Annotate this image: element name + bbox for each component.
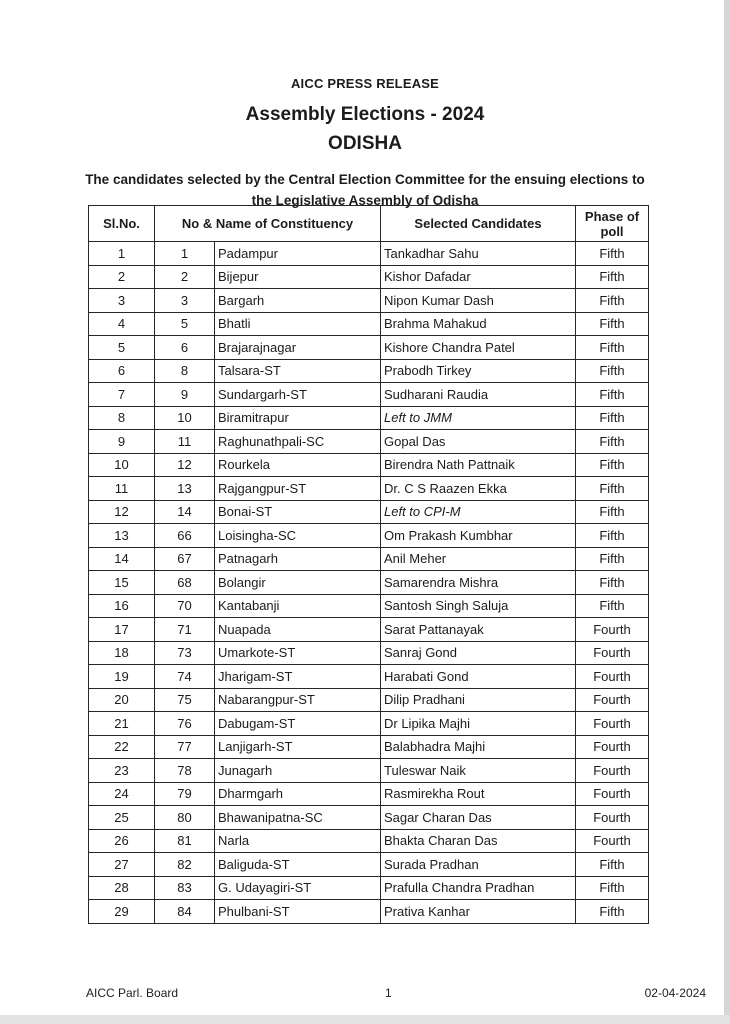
cell-phase: Fourth [576, 735, 649, 759]
cell-constituency-no: 77 [155, 735, 215, 759]
cell-constituency-no: 5 [155, 312, 215, 336]
cell-slno: 16 [89, 594, 155, 618]
cell-constituency-no: 67 [155, 547, 215, 571]
cell-constituency-no: 3 [155, 289, 215, 313]
cell-constituency-name: Biramitrapur [215, 406, 381, 430]
table-row [89, 359, 649, 383]
footer-page-number: 1 [385, 986, 392, 1000]
cell-candidate: Sarat Pattanayak [381, 618, 576, 642]
cell-phase: Fifth [576, 500, 649, 524]
table-row [89, 594, 649, 618]
cell-phase: Fifth [576, 312, 649, 336]
cell-candidate: Om Prakash Kumbhar [381, 524, 576, 548]
footer-date: 02-04-2024 [644, 986, 706, 1000]
cell-constituency-no: 76 [155, 712, 215, 736]
cell-constituency-no: 6 [155, 336, 215, 360]
cell-slno: 3 [89, 289, 155, 313]
cell-candidate: Brahma Mahakud [381, 312, 576, 336]
cell-phase: Fourth [576, 829, 649, 853]
table-row [89, 383, 649, 407]
cell-constituency-no: 10 [155, 406, 215, 430]
table-row [89, 829, 649, 853]
cell-constituency-name: Sundargarh-ST [215, 383, 381, 407]
cell-slno: 12 [89, 500, 155, 524]
table-row [89, 782, 649, 806]
table-row [89, 688, 649, 712]
state-title: ODISHA [328, 133, 402, 154]
cell-constituency-name: Bargarh [215, 289, 381, 313]
table-row [89, 665, 649, 689]
cell-constituency-name: Brajarajnagar [215, 336, 381, 360]
cell-candidate: Dr. C S Raazen Ekka [381, 477, 576, 501]
cell-candidate: Sagar Charan Das [381, 806, 576, 830]
table-row [89, 312, 649, 336]
header-constituency: No & Name of Constituency [155, 206, 381, 242]
cell-slno: 24 [89, 782, 155, 806]
cell-constituency-no: 73 [155, 641, 215, 665]
cell-constituency-name: Lanjigarh-ST [215, 735, 381, 759]
table-row [89, 547, 649, 571]
table-row [89, 641, 649, 665]
cell-constituency-name: Umarkote-ST [215, 641, 381, 665]
cell-constituency-name: Jharigam-ST [215, 665, 381, 689]
cell-candidate: Birendra Nath Pattnaik [381, 453, 576, 477]
cell-constituency-name: Dharmgarh [215, 782, 381, 806]
cell-candidate: Left to CPI-M [381, 500, 576, 524]
cell-constituency-name: Bhawanipatna-SC [215, 806, 381, 830]
table-header-row [89, 206, 649, 242]
table-row [89, 759, 649, 783]
cell-phase: Fourth [576, 618, 649, 642]
table-row [89, 265, 649, 289]
cell-phase: Fifth [576, 876, 649, 900]
cell-slno: 26 [89, 829, 155, 853]
header-slno: Sl.No. [89, 206, 155, 242]
cell-constituency-no: 13 [155, 477, 215, 501]
cell-slno: 27 [89, 853, 155, 877]
table-row [89, 406, 649, 430]
cell-constituency-name: Kantabanji [215, 594, 381, 618]
cell-phase: Fourth [576, 641, 649, 665]
cell-slno: 21 [89, 712, 155, 736]
cell-candidate: Anil Meher [381, 547, 576, 571]
cell-candidate: Gopal Das [381, 430, 576, 454]
cell-candidate: Rasmirekha Rout [381, 782, 576, 806]
cell-phase: Fourth [576, 782, 649, 806]
cell-constituency-no: 1 [155, 242, 215, 266]
cell-constituency-name: Junagarh [215, 759, 381, 783]
cell-phase: Fifth [576, 430, 649, 454]
table-row [89, 618, 649, 642]
cell-candidate: Tuleswar Naik [381, 759, 576, 783]
table-row [89, 336, 649, 360]
cell-candidate: Samarendra Mishra [381, 571, 576, 595]
cell-slno: 23 [89, 759, 155, 783]
cell-constituency-no: 68 [155, 571, 215, 595]
cell-candidate: Prabodh Tirkey [381, 359, 576, 383]
cell-constituency-no: 79 [155, 782, 215, 806]
cell-constituency-no: 66 [155, 524, 215, 548]
page-title: Assembly Elections - 2024 [245, 104, 485, 125]
cell-phase: Fourth [576, 806, 649, 830]
cell-slno: 29 [89, 900, 155, 924]
cell-slno: 25 [89, 806, 155, 830]
cell-slno: 7 [89, 383, 155, 407]
cell-constituency-no: 14 [155, 500, 215, 524]
cell-constituency-name: Rajgangpur-ST [215, 477, 381, 501]
cell-phase: Fifth [576, 289, 649, 313]
cell-constituency-no: 83 [155, 876, 215, 900]
table-row [89, 876, 649, 900]
cell-candidate: Sanraj Gond [381, 641, 576, 665]
footer-org: AICC Parl. Board [86, 986, 179, 1000]
table-row [89, 900, 649, 924]
cell-slno: 13 [89, 524, 155, 548]
press-release-label: AICC PRESS RELEASE [290, 76, 440, 91]
cell-candidate: Prafulla Chandra Pradhan [381, 876, 576, 900]
cell-constituency-name: Phulbani-ST [215, 900, 381, 924]
cell-phase: Fifth [576, 547, 649, 571]
cell-candidate: Prativa Kanhar [381, 900, 576, 924]
document-header [0, 0, 730, 211]
cell-candidate: Sudharani Raudia [381, 383, 576, 407]
cell-constituency-name: Nabarangpur-ST [215, 688, 381, 712]
table-row [89, 712, 649, 736]
cell-candidate: Balabhadra Majhi [381, 735, 576, 759]
cell-phase: Fifth [576, 383, 649, 407]
cell-slno: 8 [89, 406, 155, 430]
cell-slno: 19 [89, 665, 155, 689]
cell-phase: Fifth [576, 242, 649, 266]
table-row [89, 500, 649, 524]
cell-constituency-name: G. Udayagiri-ST [215, 876, 381, 900]
cell-candidate: Nipon Kumar Dash [381, 289, 576, 313]
cell-candidate: Kishor Dafadar [381, 265, 576, 289]
description-text: The candidates selected by the Central Election Committee for the ensuing elections to the Legislative Assembly of Odisha [85, 172, 645, 208]
table-body [89, 242, 649, 924]
cell-phase: Fifth [576, 406, 649, 430]
cell-phase: Fifth [576, 853, 649, 877]
table-row [89, 242, 649, 266]
cell-constituency-no: 75 [155, 688, 215, 712]
table-row [89, 571, 649, 595]
cell-slno: 5 [89, 336, 155, 360]
cell-slno: 28 [89, 876, 155, 900]
cell-phase: Fifth [576, 594, 649, 618]
header-candidate: Selected Candidates [381, 206, 576, 242]
cell-constituency-name: Loisingha-SC [215, 524, 381, 548]
table-row [89, 735, 649, 759]
cell-phase: Fifth [576, 265, 649, 289]
cell-slno: 15 [89, 571, 155, 595]
cell-constituency-name: Dabugam-ST [215, 712, 381, 736]
table-row [89, 289, 649, 313]
cell-phase: Fifth [576, 359, 649, 383]
cell-candidate: Left to JMM [381, 406, 576, 430]
cell-constituency-no: 70 [155, 594, 215, 618]
candidates-table [88, 205, 649, 924]
cell-slno: 22 [89, 735, 155, 759]
cell-phase: Fifth [576, 453, 649, 477]
cell-constituency-name: Baliguda-ST [215, 853, 381, 877]
cell-constituency-name: Bijepur [215, 265, 381, 289]
cell-phase: Fourth [576, 688, 649, 712]
cell-constituency-name: Padampur [215, 242, 381, 266]
cell-constituency-name: Patnagarh [215, 547, 381, 571]
cell-phase: Fifth [576, 336, 649, 360]
cell-candidate: Bhakta Charan Das [381, 829, 576, 853]
table-row [89, 853, 649, 877]
cell-candidate: Surada Pradhan [381, 853, 576, 877]
cell-phase: Fifth [576, 524, 649, 548]
cell-phase: Fourth [576, 665, 649, 689]
photo-edge-right [724, 0, 730, 1024]
cell-constituency-no: 8 [155, 359, 215, 383]
cell-constituency-no: 2 [155, 265, 215, 289]
header-phase: Phase of poll [576, 206, 649, 242]
cell-constituency-no: 12 [155, 453, 215, 477]
cell-slno: 10 [89, 453, 155, 477]
cell-phase: Fifth [576, 477, 649, 501]
cell-slno: 6 [89, 359, 155, 383]
table-row [89, 430, 649, 454]
cell-candidate: Tankadhar Sahu [381, 242, 576, 266]
table-row [89, 477, 649, 501]
cell-slno: 9 [89, 430, 155, 454]
cell-constituency-no: 11 [155, 430, 215, 454]
cell-constituency-no: 71 [155, 618, 215, 642]
cell-constituency-no: 82 [155, 853, 215, 877]
cell-phase: Fourth [576, 712, 649, 736]
cell-constituency-no: 81 [155, 829, 215, 853]
cell-constituency-name: Talsara-ST [215, 359, 381, 383]
cell-candidate: Dilip Pradhani [381, 688, 576, 712]
cell-phase: Fifth [576, 571, 649, 595]
cell-constituency-name: Bolangir [215, 571, 381, 595]
cell-candidate: Kishore Chandra Patel [381, 336, 576, 360]
cell-phase: Fourth [576, 759, 649, 783]
table-row [89, 806, 649, 830]
cell-constituency-no: 80 [155, 806, 215, 830]
cell-constituency-name: Narla [215, 829, 381, 853]
cell-constituency-name: Rourkela [215, 453, 381, 477]
cell-slno: 11 [89, 477, 155, 501]
cell-slno: 17 [89, 618, 155, 642]
cell-constituency-no: 74 [155, 665, 215, 689]
cell-constituency-name: Raghunathpali-SC [215, 430, 381, 454]
cell-constituency-name: Bonai-ST [215, 500, 381, 524]
cell-slno: 18 [89, 641, 155, 665]
cell-constituency-no: 84 [155, 900, 215, 924]
cell-slno: 2 [89, 265, 155, 289]
cell-slno: 4 [89, 312, 155, 336]
cell-candidate: Dr Lipika Majhi [381, 712, 576, 736]
cell-constituency-name: Nuapada [215, 618, 381, 642]
cell-phase: Fifth [576, 900, 649, 924]
cell-candidate: Harabati Gond [381, 665, 576, 689]
table-row [89, 453, 649, 477]
cell-slno: 14 [89, 547, 155, 571]
cell-constituency-name: Bhatli [215, 312, 381, 336]
cell-constituency-no: 78 [155, 759, 215, 783]
cell-slno: 20 [89, 688, 155, 712]
cell-constituency-no: 9 [155, 383, 215, 407]
cell-slno: 1 [89, 242, 155, 266]
photo-edge-bottom [0, 1015, 730, 1024]
table-row [89, 524, 649, 548]
cell-candidate: Santosh Singh Saluja [381, 594, 576, 618]
